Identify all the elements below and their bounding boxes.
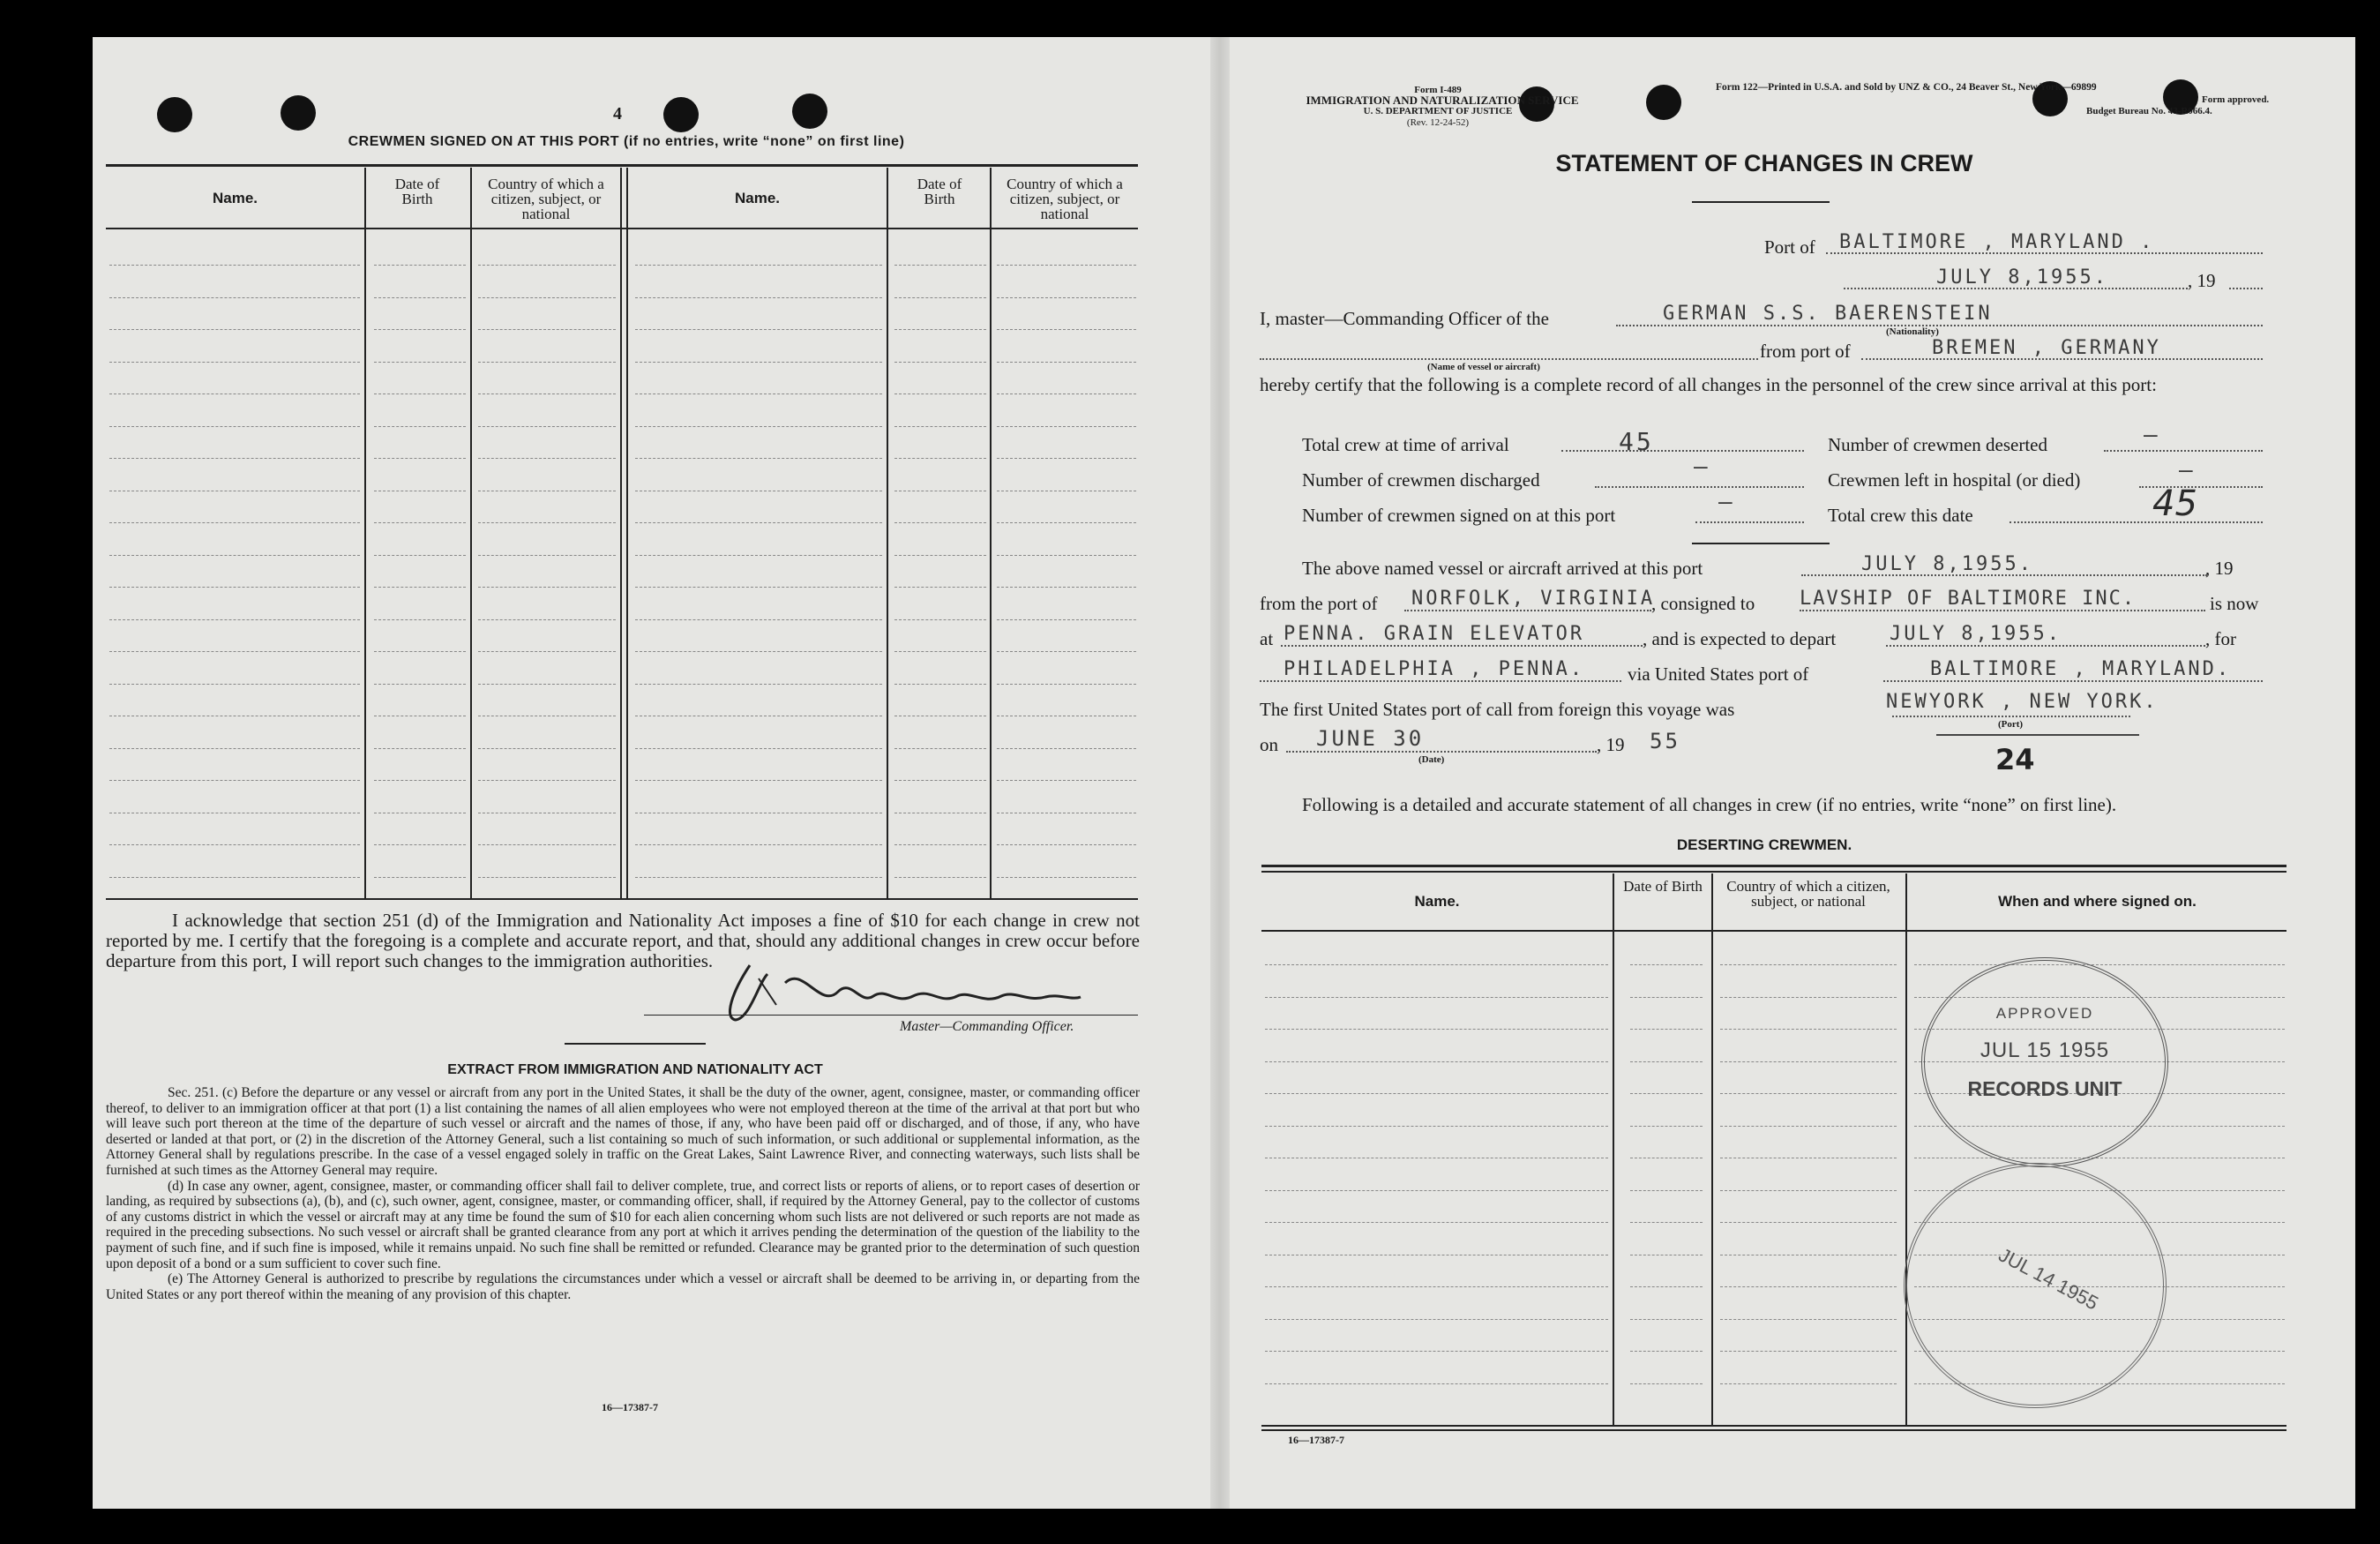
first-port-label: The first United States port of call from foreign this voyage was [1260,699,1735,720]
table-row [635,426,882,427]
table-row [374,393,466,394]
table-row [374,587,466,588]
table-top-rule [1261,865,2286,867]
table-bottom-rule [1261,1425,2286,1427]
printer-info: Form 122—Printed in U.S.A. and Sold by UNZ & CO., 24 Beaver St., New York—69899 [1716,82,2097,93]
via-label: via United States port of [1628,663,1809,685]
departure-date: JULY 8,1955. [1890,623,2062,645]
table-row [894,587,986,588]
table-row [635,587,882,588]
table-row [109,329,360,330]
table-row [635,780,882,781]
form-title: STATEMENT OF CHANGES IN CREW [1555,150,1973,176]
fill-line [2010,521,2263,523]
table-row [1720,1061,1897,1062]
from-port-of-label: from the port of [1260,593,1378,614]
table-row [635,297,882,298]
table-row [1630,1319,1703,1320]
table-row [1630,1126,1703,1127]
col-signed-on-header: When and where signed on. [1998,893,2197,910]
deserted-label: Number of crewmen deserted [1828,434,2047,455]
fill-line [1286,751,1597,753]
table-row [1630,1029,1703,1030]
table-row [374,362,466,363]
table-row [1630,1286,1703,1287]
table-row [1265,1126,1608,1127]
discharged-value: — [1694,453,1710,480]
table-row [109,877,360,878]
total-arrival-value: 45 [1619,427,1654,456]
table-row [1265,1093,1608,1094]
table-row [109,587,360,588]
table-row [894,329,986,330]
table-row [478,684,616,685]
table-row [478,362,616,363]
col-dob-header: Date of Birth [394,176,440,207]
table-row [635,458,882,459]
table-row [635,748,882,749]
table-row [894,748,986,749]
table-row [997,522,1136,523]
extract-paragraph: (e) The Attorney General is authorized to prescribe by regulations the circumstances under which a vessel or aircraft shall be deemed to be arriving in, or departing from the United States or any port thereof within the meaning of any provision of this chapter. [106,1271,1140,1302]
table-row [894,877,986,878]
table-row [1265,1319,1608,1320]
fill-line [1281,645,1643,647]
table-row [109,651,360,652]
table-row [374,877,466,878]
col-country-header: Country of which a citizen, subject, or national [1726,878,1890,910]
table-row [997,780,1136,781]
berth-location: PENNA. GRAIN ELEVATOR [1284,623,1585,645]
table-row [478,780,616,781]
page-number: 4 [613,104,622,124]
table-row [997,329,1136,330]
col-name-header: Name. [212,190,258,206]
table-row [374,780,466,781]
signature-caption: Master—Commanding Officer. [900,1019,1074,1034]
extract-body [106,1085,1140,1302]
table-row [997,297,1136,298]
table-row [894,522,986,523]
table-row [1720,1093,1897,1094]
table-row [894,684,986,685]
table-row [997,619,1136,620]
stamp-label: APPROVED [1995,1005,2094,1022]
page-fold [1210,37,1230,1509]
table-row [374,265,466,266]
table-row [109,458,360,459]
year-prefix: , 19 [2188,270,2216,291]
table-row [635,329,882,330]
table-row [374,458,466,459]
section-rule [1692,543,1830,544]
first-port-year: 55 [1650,729,1680,753]
table-row [1630,1190,1703,1191]
fill-line [1886,645,2205,647]
table-row [997,426,1136,427]
punch-hole [157,97,192,132]
date-caption: (Date) [1418,754,1445,765]
table-row [374,651,466,652]
table-row [1265,997,1608,998]
consigned-label: , consigned to [1651,593,1755,614]
table-row [1720,1222,1897,1223]
table-row [997,362,1136,363]
fill-line [1616,325,2263,326]
table-row [997,587,1136,588]
pencil-underline [1936,734,2139,736]
table-row [478,748,616,749]
table-row [635,265,882,266]
table-row [1720,1319,1897,1320]
column-divider [364,168,366,898]
table-row [1265,1029,1608,1030]
table-row [1265,1222,1608,1223]
table-row [109,297,360,298]
table-row [478,297,616,298]
stamp-date: JUL 14 1955 [1995,1243,2102,1315]
table-row [109,393,360,394]
total-date-label: Total crew this date [1828,505,1973,526]
table-row [109,555,360,556]
column-divider [470,168,472,898]
via-port: BALTIMORE , MARYLAND. [1930,658,2232,680]
table-row [997,458,1136,459]
column-divider [887,168,888,898]
table-row [478,844,616,845]
vessel-name: GERMAN S.S. BAERENSTEIN [1663,303,1993,325]
for-label: , for [2205,628,2236,649]
table-row [478,393,616,394]
nationality-caption: (Nationality) [1886,326,1939,337]
table-row [1720,1029,1897,1030]
fill-line [1260,680,1621,682]
table-row [1720,1190,1897,1191]
table-row [635,522,882,523]
col-country-header: Country of which a citizen, subject, or national [1007,176,1123,222]
signed-on-label: Number of crewmen signed on at this port [1302,505,1616,526]
signature-line [644,1015,1138,1016]
col-dob-header: Date of Birth [1623,878,1703,895]
column-divider [626,168,628,898]
punch-hole [281,95,316,131]
port-value: BALTIMORE , MARYLAND . [1839,231,2155,253]
table-row [997,877,1136,878]
table-row [374,522,466,523]
received-stamp [1904,1163,2167,1408]
first-port-date: JUNE 30 [1316,726,1425,751]
table-row [1720,1383,1897,1384]
fill-line [2104,450,2263,452]
deserting-heading: DESERTING CREWMEN. [1676,836,1852,853]
table-row [1265,1190,1608,1191]
hospital-value: — [2179,457,2196,483]
fill-line [1561,450,1804,452]
table-row [109,844,360,845]
punch-hole [792,94,827,129]
table-row [997,844,1136,845]
column-divider [620,168,622,898]
table-row [374,619,466,620]
table-row [894,458,986,459]
table-header-rule [1261,930,2286,932]
agency-name: IMMIGRATION AND NATURALIZATION SERVICE [1306,94,1579,107]
extract-paragraph: (d) In case any owner, agent, consignee, master, or commanding officer shall fail to deliver complete, true, and correct lists or reports of aliens, or to report cases of desertion or landing, as required by subsections (a), (b), and (c), such owner, agent, consignee, master, or commanding officer, shall, if required by the Attorney General, pay to the collector of customs of any customs district in which the vessel or aircraft may at any time be found the sum of $10 for each alien concerning whom such lists are not delivered or such reports are not made as required in the preceding subsections. No such vessel or aircraft shall be granted clearance from any port at which it arrives pending the determination of the question of the liability to the payment of such fine, and if such fine is imposed, while it remains unpaid. No such fine shall be remitted or refunded. Clearance may be granted prior to the determination of such question upon deposit of a bond or a sum sufficient to cover such fine. [106,1178,1140,1271]
table-row [635,362,882,363]
expected-label: , and is expected to depart [1643,628,1837,649]
table-row [1630,1061,1703,1062]
fill-line [1800,610,2205,611]
table-row [478,329,616,330]
fill-line [1695,521,1804,523]
hospital-label: Crewmen left in hospital (or died) [1828,469,2081,491]
arrived-label: The above named vessel or aircraft arrived at this port [1302,558,1703,579]
table-row [1720,1351,1897,1352]
consignee: LAVSHIP OF BALTIMORE INC. [1800,588,2137,610]
table-header-rule [106,228,1138,229]
table-row [374,329,466,330]
stamp-date: JUL 15 1955 [1980,1038,2110,1062]
table-row [1720,997,1897,998]
table-row [109,684,360,685]
table-top-rule [106,164,1138,167]
table-row [478,877,616,878]
table-row [1630,1222,1703,1223]
fill-line [1595,486,1804,488]
arrival-date: JULY 8,1955. [1861,553,2033,575]
table-row [894,619,986,620]
following-text: Following is a detailed and accurate statement of all changes in crew (if no entries, write “none” on first line). [1302,794,2117,815]
table-row [1265,1351,1608,1352]
approved-stamp [1921,957,2168,1167]
table-row [109,619,360,620]
table-row [894,265,986,266]
table-row [109,362,360,363]
column-divider [1613,873,1614,1425]
acknowledgment-text: I acknowledge that section 251 (d) of the Immigration and Nationality Act imposes a fine of $10 for each change in crew not reported by me. I certify that the foregoing is a complete and accurate report, and that, should any additional changes in crew occur before departure from this port, I will report such changes to the immigration authorities. [106,910,1140,971]
deserted-value: — [2144,422,2160,448]
table-row [1265,1061,1608,1062]
discharged-label: Number of crewmen discharged [1302,469,1540,491]
table-row [894,362,986,363]
table-bottom-rule [106,898,1138,900]
table-row [1630,964,1703,965]
table-row [1720,964,1897,965]
table-row [997,748,1136,749]
col-dob-header: Date of Birth [917,176,962,207]
table-row [374,426,466,427]
table-row [1630,1383,1703,1384]
from-port-value: BREMEN , GERMANY [1932,337,2161,359]
is-now-label: is now [2210,593,2259,614]
extract-paragraph: Sec. 251. (c) Before the departure or any vessel or aircraft from any port in the United States, it shall be the duty of the owner, agent, consignee, master, or commanding officer thereof, to deliver to an immigration officer at that port (1) a list containing the names of all alien employees who were not employed thereon at the time of the arrival at that port but who will leave such port thereon at the time of the departure of such vessel or aircraft and the names of those, if any, who have been paid off or discharged, and of those, if any, who have deserted or landed at that port, or (2) in the discretion of the Attorney General, such a list containing so much of such information, or such additional or supplemental information, as the Attorney General shall by regulations prescribe. In the case of a vessel engaged solely in traffic on the Great Lakes, Saint Lawrence River, and connecting waterways, such lists shall be furnished at such times as the Attorney General may require. [106,1085,1140,1178]
table-row [894,651,986,652]
table-row [997,651,1136,652]
table-row [374,555,466,556]
year-prefix: , 19 [2205,558,2234,579]
form-number: Form I-489 [1414,85,1462,95]
table-top-rule [1261,871,2286,873]
table-row [374,844,466,845]
fill-line [1404,610,1651,611]
vessel-caption: (Name of vessel or aircraft) [1427,362,1540,372]
table-row [109,748,360,749]
table-row [478,458,616,459]
table-row [1265,1383,1608,1384]
table-row [109,780,360,781]
table-row [1720,1286,1897,1287]
fill-line [1892,716,2130,717]
table-row [894,555,986,556]
year-prefix: , 19 [1597,734,1625,755]
table-row [1630,997,1703,998]
table-row [894,780,986,781]
budget-bureau: Budget Bureau No. 43-R066.4. [2086,106,2212,116]
table-row [1720,1126,1897,1127]
table-row [635,877,882,878]
form-code: 16—17387-7 [602,1401,658,1413]
fill-line [1883,680,2263,682]
table-row [478,587,616,588]
form-code: 16—17387-7 [1288,1434,1344,1446]
total-arrival-label: Total crew at time of arrival [1302,434,1509,455]
table-row [894,393,986,394]
punch-hole [1646,85,1681,120]
fill-line [2229,288,2263,289]
fill-line [1260,358,1758,360]
col-country-header: Country of which a citizen, subject, or national [488,176,604,222]
column-divider [990,168,992,898]
punch-hole [663,97,699,132]
crewmen-signed-on-heading: CREWMEN SIGNED ON AT THIS PORT (if no entries, write “none” on first line) [348,134,905,149]
table-row [478,651,616,652]
table-row [374,297,466,298]
table-row [478,426,616,427]
table-row [635,619,882,620]
table-row [997,265,1136,266]
table-row [109,265,360,266]
table-row [1630,1351,1703,1352]
handwritten-number: 24 [1995,743,2035,776]
from-port-label: from port of [1760,341,1851,362]
table-row [997,393,1136,394]
on-label: on [1260,734,1278,755]
stamp-unit: RECORDS UNIT [1967,1077,2122,1100]
previous-port: NORFOLK, VIRGINIA [1411,588,1656,610]
destination: PHILADELPHIA , PENNA. [1284,658,1585,680]
first-port-value: NEWYORK , NEW YORK. [1886,691,2159,713]
table-row [1265,1286,1608,1287]
table-row [478,265,616,266]
approval-line: Form approved. [2202,94,2270,105]
table-row [894,297,986,298]
column-divider [1905,873,1907,1425]
table-row [478,555,616,556]
table-row [1630,1093,1703,1094]
table-row [997,684,1136,685]
signed-on-value: — [1718,489,1735,515]
table-row [894,844,986,845]
column-divider [1711,873,1713,1425]
total-date-value: 45 [2152,483,2197,524]
title-rule [1692,201,1830,203]
master-signature [706,956,1094,1027]
certify-text: hereby certify that the following is a complete record of all changes in the personnel of the crew since arrival at this port: [1260,374,2157,395]
table-row [478,619,616,620]
table-row [1265,964,1608,965]
port-caption: (Port) [1998,719,2024,730]
department-name: U. S. DEPARTMENT OF JUSTICE [1363,106,1513,116]
port-label: Port of [1764,236,1815,258]
section-rule [565,1043,706,1045]
table-row [374,748,466,749]
revision-date: (Rev. 12-24-52) [1406,117,1470,128]
col-name-header: Name. [1414,893,1460,910]
col-name-header: Name. [734,190,781,206]
table-row [894,426,986,427]
at-label: at [1260,628,1274,649]
table-row [109,426,360,427]
report-date: JULY 8,1955. [1936,266,2108,289]
table-row [635,393,882,394]
extract-title: EXTRACT FROM IMMIGRATION AND NATIONALITY ACT [447,1062,823,1077]
table-row [997,555,1136,556]
table-row [1914,964,2285,965]
master-label: I, master—Commanding Officer of the [1260,308,1549,329]
table-row [374,684,466,685]
table-row [635,651,882,652]
table-row [478,522,616,523]
table-bottom-rule [1261,1429,2286,1431]
table-row [109,522,360,523]
table-row [635,555,882,556]
table-row [635,844,882,845]
table-row [635,684,882,685]
